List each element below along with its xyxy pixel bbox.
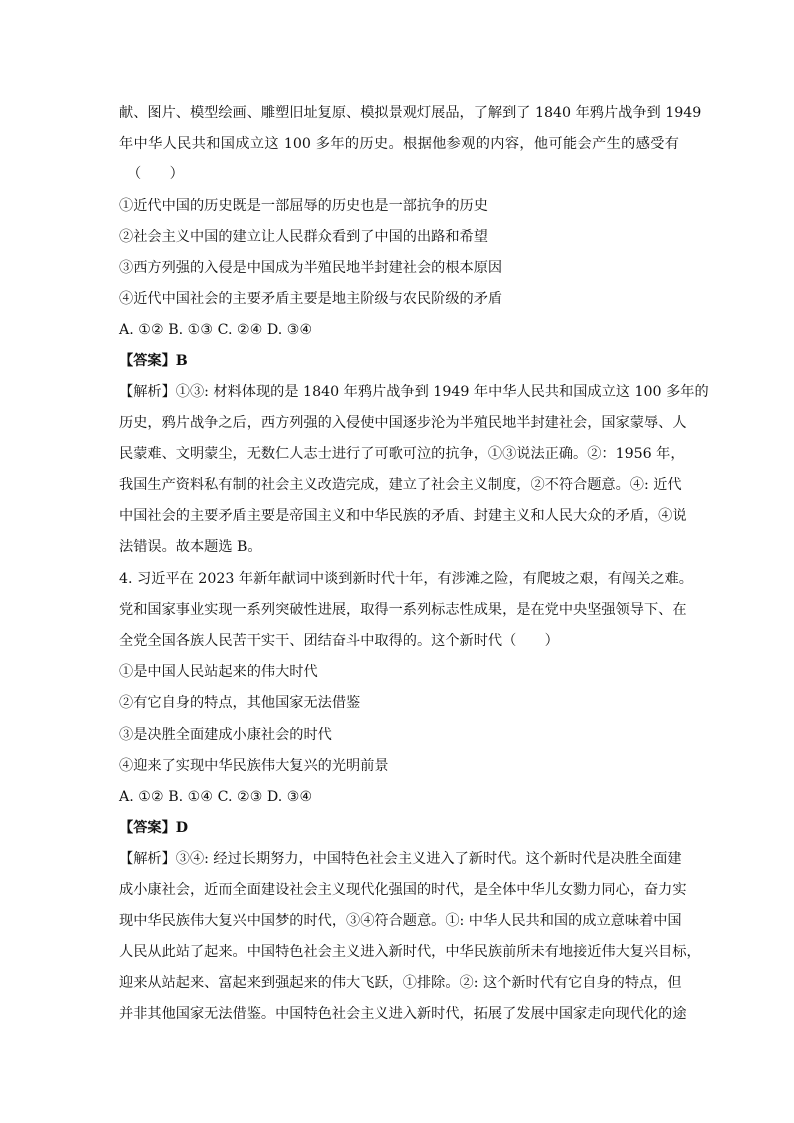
option-statement-2: ②有它自身的特点，其他国家无法借鉴 bbox=[119, 695, 361, 711]
choice-options: A. ①② B. ①④ C. ②③ D. ③④ bbox=[119, 789, 313, 805]
text-line: 年中华人民共和国成立这 100 多年的历史。根据他参观的内容，他可能会产生的感受有 bbox=[119, 136, 679, 152]
analysis-line: 并非其他国家无法借鉴。中国特色社会主义进入新时代，拓展了发展中国家走向现代化的途 bbox=[119, 1006, 687, 1022]
option-statement-1: ①是中国人民站起来的伟大时代 bbox=[119, 664, 318, 680]
analysis-line: 现中华民族伟大复兴中国梦的时代，③④符合题意。①: 中华人民共和国的成立意味着中国 bbox=[119, 913, 682, 929]
question-4-stem: 4. 习近平在 2023 年新年献词中谈到新时代十年，有涉滩之险，有爬坡之艰，有闯关之难。 bbox=[119, 571, 693, 587]
text-line: 献、图片、模型绘画、雕塑旧址复原、模拟景观灯展品，了解到了 1840 年鸦片战争到 1949 bbox=[119, 105, 702, 121]
option-statement-3: ③西方列强的入侵是中国成为半殖民地半封建社会的根本原因 bbox=[119, 260, 503, 276]
answer-bracket: （ ） bbox=[127, 166, 184, 182]
answer-label: 【答案】B bbox=[119, 353, 188, 369]
question-4-stem: 全党全国各族人民苦干实干、团结奋斗中取得的。这个新时代（ ） bbox=[119, 633, 559, 649]
analysis-line: 民蒙难、文明蒙尘，无数仁人志士进行了可歌可泣的抗争，①③说法正确。②：1956 年， bbox=[119, 446, 685, 462]
analysis-line: 我国生产资料私有制的社会主义改造完成，建立了社会主义制度，②不符合题意。④: 近代 bbox=[119, 477, 682, 493]
answer-label: 【答案】D bbox=[119, 820, 189, 836]
analysis-line: 法错误。故本题选 B。 bbox=[119, 539, 262, 555]
option-statement-4: ④近代中国社会的主要矛盾主要是地主阶级与农民阶级的矛盾 bbox=[119, 291, 503, 307]
choice-options: A. ①② B. ①③ C. ②④ D. ③④ bbox=[119, 322, 313, 338]
analysis-line: 【解析】①③: 材料体现的是 1840 年鸦片战争到 1949 年中华人民共和国成立这 100 多年的 bbox=[119, 384, 709, 400]
option-statement-4: ④迎来了实现中华民族伟大复兴的光明前景 bbox=[119, 758, 389, 774]
analysis-line: 历史，鸦片战争之后，西方列强的入侵使中国逐步沦为半殖民地半封建社会，国家蒙辱、人 bbox=[119, 415, 687, 431]
option-statement-2: ②社会主义中国的建立让人民群众看到了中国的出路和希望 bbox=[119, 229, 488, 245]
question-4-stem: 党和国家事业实现一系列突破性进展，取得一系列标志性成果，是在党中央坚强领导下、在 bbox=[119, 602, 687, 618]
analysis-line: 迎来从站起来、富起来到强起来的伟大飞跃，①排除。②: 这个新时代有它自身的特点，但 bbox=[119, 975, 682, 991]
analysis-line: 人民从此站了起来。中国特色社会主义进入新时代，中华民族前所未有地接近伟大复兴目标， bbox=[119, 944, 701, 960]
option-statement-1: ①近代中国的历史既是一部屈辱的历史也是一部抗争的历史 bbox=[119, 198, 488, 214]
analysis-line: 成小康社会，近而全面建设社会主义现代化强国的时代，是全体中华儿女勠力同心，奋力实 bbox=[119, 882, 687, 898]
option-statement-3: ③是决胜全面建成小康社会的时代 bbox=[119, 727, 332, 743]
analysis-line: 【解析】③④: 经过长期努力，中国特色社会主义进入了新时代。这个新时代是决胜全面建 bbox=[119, 851, 682, 867]
analysis-line: 中国社会的主要矛盾主要是帝国主义和中华民族的矛盾、封建主义和人民大众的矛盾，④说 bbox=[119, 508, 687, 524]
